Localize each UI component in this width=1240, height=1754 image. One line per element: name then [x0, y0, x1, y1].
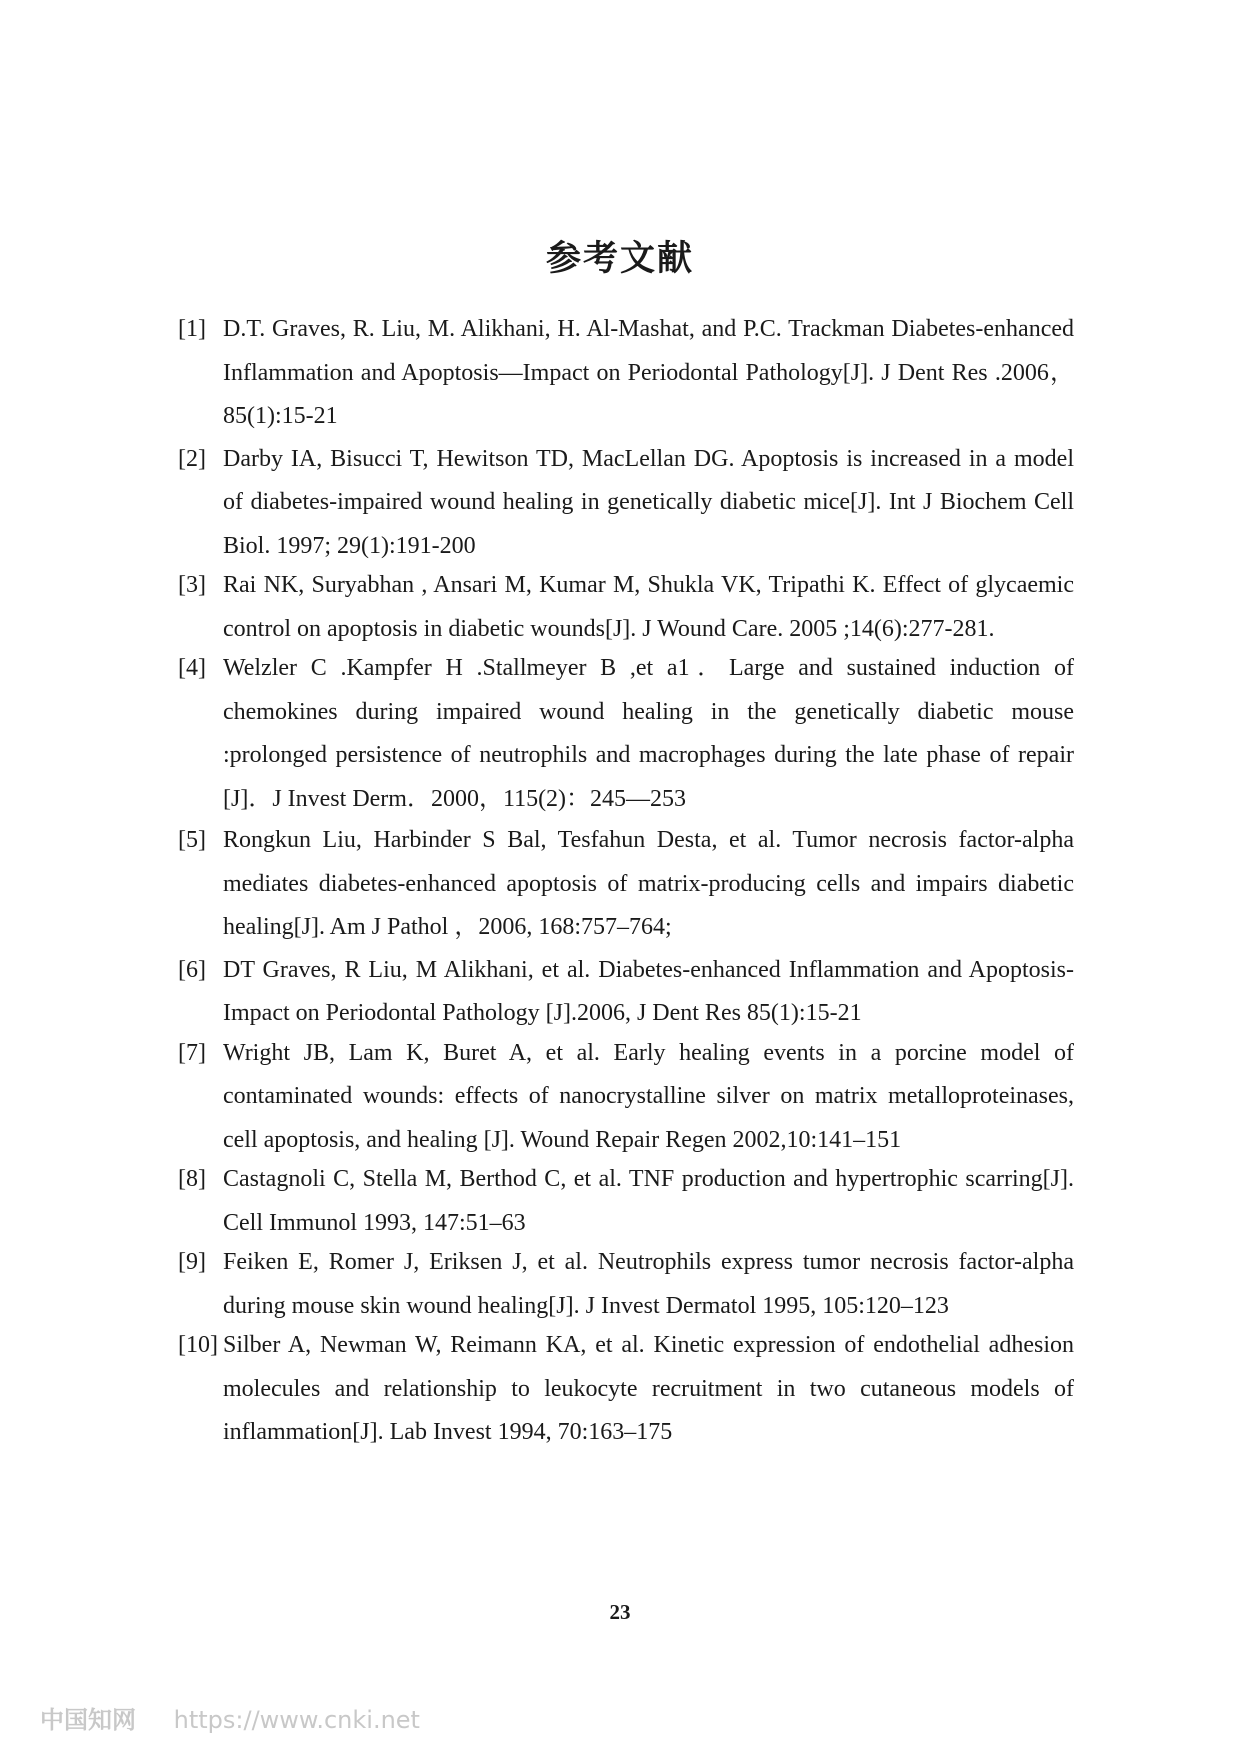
- reference-number: [9]: [178, 1249, 206, 1275]
- reference-number: [6]: [178, 956, 206, 983]
- reference-item: [178, 438, 1074, 569]
- reference-item: [178, 1032, 1074, 1163]
- reference-item: [178, 1241, 1074, 1328]
- reference-text: Silber A, Newman W, Reimann KA, et al. Kinetic expression of endothelial adhesion molecules and relationship to leukocyte recruitment in two cutaneous models of inflammation[J]. Lab Invest 1994, 70:163–175: [223, 1332, 1074, 1445]
- reference-item: [178, 564, 1074, 651]
- reference-list: [178, 308, 1074, 1455]
- reference-number: [7]: [178, 1039, 206, 1066]
- reference-number: [5]: [178, 827, 206, 853]
- reference-text: D.T. Graves, R. Liu, M. Alikhani, H. Al-Mashat, and P.C. Trackman Diabetes-enhanced Inflammation and Apoptosis—Impact on Periodontal Pathology[J]. J Dent Res .2006，85(1):15-21: [223, 316, 1074, 429]
- reference-item: [178, 949, 1074, 1036]
- reference-item: [178, 647, 1074, 821]
- reference-item: [178, 1158, 1074, 1245]
- cnki-logo: 中国知网: [40, 1706, 136, 1734]
- reference-item: [178, 819, 1074, 950]
- reference-item: [178, 308, 1074, 439]
- reference-text: Castagnoli C, Stella M, Berthod C, et al. TNF production and hypertrophic scarring[J]. Cell Immunol 1993, 147:51–63: [223, 1166, 1074, 1236]
- reference-number: [8]: [178, 1166, 206, 1192]
- page-number: 23: [609, 1600, 631, 1624]
- reference-text: Darby IA, Bisucci T, Hewitson TD, MacLellan DG. Apoptosis is increased in a model of diabetes-impaired wound healing in genetically diabetic mice[J]. Int J Biochem Cell Biol. 1997; 29(1):191-200: [223, 445, 1074, 559]
- reference-text: DT Graves, R Liu, M Alikhani, et al. Diabetes-enhanced Inflammation and Apoptosis-Impact on Periodontal Pathology [J].2006, J Dent Res 85(1):15-21: [223, 956, 1074, 1026]
- reference-item: [178, 1324, 1074, 1455]
- reference-text: Feiken E, Romer J, Eriksen J, et al. Neutrophils express tumor necrosis factor-alpha during mouse skin wound healing[J]. J Invest Dermatol 1995, 105:120–123: [223, 1249, 1074, 1319]
- reference-number: [1]: [178, 316, 206, 342]
- cnki-url: https://www.cnki.net: [173, 1706, 420, 1734]
- page-title: 参考文献: [545, 239, 694, 280]
- reference-text: Rongkun Liu, Harbinder S Bal, Tesfahun Desta, et al. Tumor necrosis factor-alpha mediates diabetes-enhanced apoptosis of matrix-producing cells and impairs diabetic healing[J]. Am J Pathol ，2006, 168:757–764;: [223, 827, 1074, 940]
- watermark: [40, 1700, 420, 1735]
- reference-number: [3]: [178, 572, 206, 598]
- reference-number: [2]: [178, 445, 206, 472]
- reference-text: Welzler C .Kampfer H .Stallmeyer B ,et a1．Large and sustained induction of chemokines during impaired wound healing in the genetically diabetic mouse :prolonged persistence of neutrophils and macrophages during the late phase of repair [J]．J Invest Derm．2000，115(2)：245—253: [223, 655, 1074, 812]
- reference-number: [10]: [178, 1332, 218, 1358]
- reference-text: Rai NK, Suryabhan , Ansari M, Kumar M, Shukla VK, Tripathi K. Effect of glycaemic control on apoptosis in diabetic wounds[J]. J Wound Care. 2005 ;14(6):277-281.: [223, 572, 1074, 642]
- reference-text: Wright JB, Lam K, Buret A, et al. Early healing events in a porcine model of contaminated wounds: effects of nanocrystalline silver on matrix metalloproteinases, cell apoptosis, and healing [J]. Wound Repair Regen 2002,10:141–151: [223, 1039, 1074, 1153]
- reference-number: [4]: [178, 655, 206, 681]
